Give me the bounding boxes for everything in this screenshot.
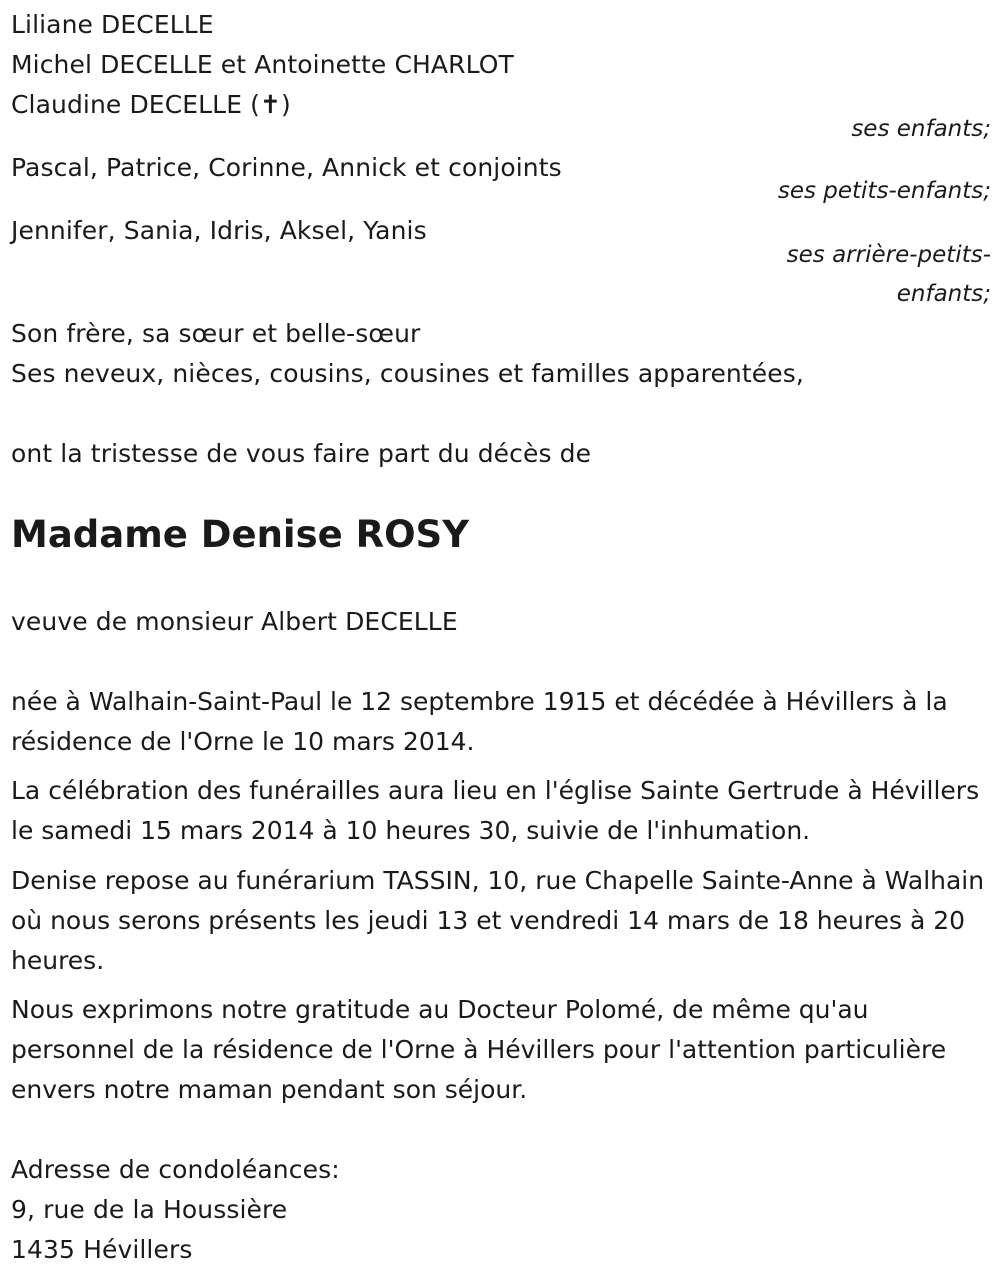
children-role: ses enfants; [851,116,991,142]
deceased-name: Madame Denise ROSY [11,513,469,556]
siblings-line: Son frère, sa sœur et belle-sœur [11,319,421,348]
grandchildren-role: ses petits-enfants; [777,178,991,204]
spouse-line: veuve de monsieur Albert DECELLE [11,607,458,636]
child-name-3: Claudine DECELLE (✝) [11,90,291,119]
condolences-city: 1435 Hévillers [11,1235,193,1264]
gratitude-paragraph: Nous exprimons notre gratitude au Docteur Polomé, de même qu'au personnel de la résidence de l'Orne à Hévillers pour l'attention particulière envers notre maman pendant son séjour. [11,995,947,1104]
condolences-label: Adresse de condoléances: [11,1155,340,1184]
great-grandchildren-names: Jennifer, Sania, Idris, Aksel, Yanis [11,216,427,245]
child-name-1: Liliane DECELLE [11,10,214,39]
birth-death-paragraph: née à Walhain-Saint-Paul le 12 septembre 1915 et décédée à Hévillers à la résidence de l'Orne le 10 mars 2014. [11,687,948,756]
child-name-2: Michel DECELLE et Antoinette CHARLOT [11,50,514,79]
funeral-paragraph: La célébration des funérailles aura lieu en l'église Sainte Gertrude à Hévillers le samedi 15 mars 2014 à 10 heures 30, suivie de l'inhumation. [11,776,980,845]
repose-paragraph: Denise repose au funérarium TASSIN, 10, rue Chapelle Sainte-Anne à Walhain où nous serons présents les jeudi 13 et vendredi 14 mars de 18 heures à 20 heures. [11,866,985,975]
announcement-text: ont la tristesse de vous faire part du décès de [11,439,592,468]
relatives-line: Ses neveux, nièces, cousins, cousines et familles apparentées, [11,359,804,388]
great-grandchildren-role-line2: enfants; [896,281,991,307]
grandchildren-names: Pascal, Patrice, Corinne, Annick et conjoints [11,153,562,182]
great-grandchildren-role-line1: ses arrière-petits- [786,242,991,268]
obituary-notice [11,0,991,1281]
condolences-street: 9, rue de la Houssière [11,1195,288,1224]
